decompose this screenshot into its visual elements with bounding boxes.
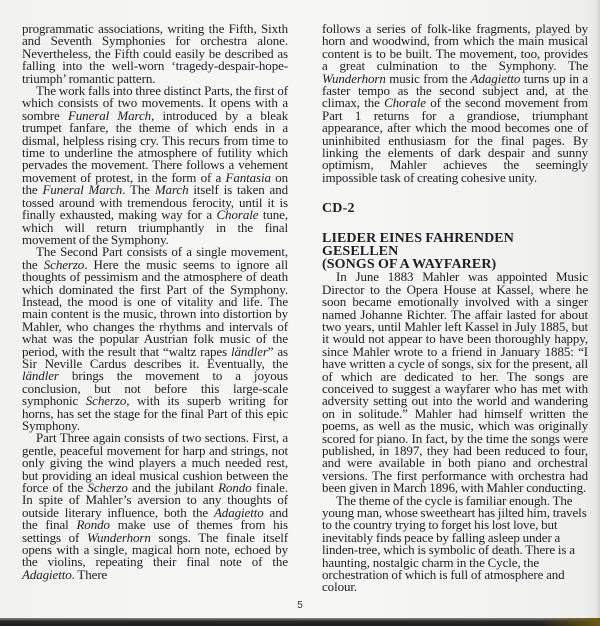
text-run: In June 1883 Mahler was appointed Music Director to the Opera House at Kassel, where he soon became emotionally involved with a singer named Johanne Richter. The affair lasted for about two years, until Mahler left Kassel in July 1885, but it would not appear to have been thoroughly happy, since Mahler wrote to a friend in January 1885: “I have written a cycle of songs, six for the present, all of which are dedicated to her. The songs are conceived to suggest a wayfarer who has met with adversity setting out into the world and wandering on in solitude.” Mahler had himself written the poems, as well as the music, which was originally scored for piano. In fact, by the time the songs were published, in 1897, they had been reduced to four, and were available in both piano and orchestral versions. The first performance with orchestra had been given in March 1896, with Mahler conducting. — [322, 269, 588, 496]
song-title-english: (SONGS OF A WAYFARER) — [322, 257, 497, 273]
text-run: and the jubilant — [127, 480, 219, 496]
page-bottom-edge — [0, 618, 600, 626]
italic-title: Funeral March — [67, 107, 152, 123]
text-run: turns up in a faster tempo as the second subject and, at the climax, the — [322, 70, 588, 111]
text-run: . There — [71, 566, 108, 582]
italic-title: Scherzo — [43, 256, 85, 272]
text-run: ” as Sir Neville Cardus describes it. Eventually, the — [22, 343, 288, 371]
right-column — [322, 23, 588, 594]
paragraph — [22, 246, 288, 432]
paragraph — [322, 271, 588, 494]
italic-title: Adagietto — [470, 70, 521, 86]
right-body-text — [322, 271, 588, 594]
text-run: The work falls into three distinct Parts, the first of which consists of two movements. It opens with a sombre — [22, 83, 288, 123]
right-intro-text — [322, 23, 588, 184]
text-run: . Here the music seems to ignore all thoughts of pessimism and the atmosphere of death which dominated the first Part of the Symphony. Instead, the mood is one of vitality and life. The main content is the music, thrown into distortion by Mahler, who changes the rhythms and intervals of what was the popular Austrian folk music of the period, with the result that “waltz rapes — [22, 256, 288, 359]
page-number: 5 — [297, 599, 303, 611]
italic-title: ländler — [22, 368, 59, 384]
italic-title: Fantasia — [225, 169, 271, 185]
italic-title: March — [154, 182, 189, 198]
text-run: make use of themes from his settings of — [22, 517, 288, 545]
text-run: of the second movement from Part 1 returns for a grandiose, triumphant appearance, after which the mood becomes one of uninhibited enthusiasm for the final pages. By linking the elements of dark despair and sunny optimism, Mahler achieves the seemingly impossible task of creating cohesive unity. — [322, 95, 588, 185]
italic-title: Scherzo — [85, 393, 127, 409]
text-run: programmatic associations, writing the Fifth, Sixth and Seventh Symphonies for orchestra alone. Nevertheless, the Fifth could easily be described as falling into the well-worn ‘tragedy-despair-hope-triumph’ romantic pattern. — [22, 21, 288, 86]
text-run: follows a series of folk-like fragments, played by horn and woodwind, from which the main musical content is to be built. The movement, too, provides a great culmination to the Symphony. The — [322, 21, 588, 74]
italic-title: Rondo — [76, 517, 110, 533]
paragraph — [322, 23, 588, 184]
text-run: and the final — [22, 504, 288, 533]
italic-title: Adagietto — [213, 504, 264, 520]
italic-title: Scherzo — [87, 480, 128, 496]
song-title-heading — [322, 232, 588, 271]
song-title-german: LIEDER EINES FAHRENDEN GESELLEN — [322, 231, 514, 260]
two-column-layout — [0, 23, 600, 594]
italic-title: ländler — [230, 343, 268, 359]
text-run: . The — [122, 182, 155, 198]
italic-title: Chorale — [216, 207, 259, 223]
italic-title: Chorale — [384, 95, 426, 111]
left-column — [22, 23, 288, 594]
paragraph — [22, 23, 288, 85]
cd-heading: CD-2 — [322, 201, 355, 217]
paragraph — [322, 492, 588, 595]
text-run: The Second Part consists of a single movement, the — [22, 244, 288, 272]
text-run: tune, which will return triumphantly in the final movement of the Symphony. — [22, 207, 288, 247]
text-run: Part Three again consists of two sections. First, a gentle, peaceful movement for harp and strings, not only giving the wind players a much needed rest, but providing an ideal musical cushion between the force of the — [22, 430, 288, 496]
text-run: music from the — [385, 70, 471, 86]
italic-title: Rondo — [218, 480, 252, 496]
paragraph — [22, 432, 288, 581]
text-run: finale. In spite of Mahler’s aversion to any thoughts of outside literary influence, both the — [22, 480, 289, 520]
text-run: , introduced by a bleak trumpet fanfare, the theme of which ends in a dismal, helpless rising cry. This recurs from time to time to underline the atmosphere of futility which pervades the movement. There follows a vehement movement of protest, in the form of a — [22, 107, 288, 185]
italic-title: Wunderhorn — [322, 70, 386, 86]
text-run: on the — [22, 169, 289, 198]
italic-title: Adagietto — [22, 566, 72, 582]
italic-title: Funeral March — [42, 182, 123, 198]
italic-title: Wunderhorn — [87, 529, 151, 545]
text-run: brings the movement to a joyous conclusion, but not before this large-scale symphonic — [22, 368, 288, 409]
text-run: , with its superb writing for horns, has set the stage for the final Part of this epic Symphony. — [22, 393, 288, 433]
text-run: songs. The finale itself opens with a single, magical horn note, echoed by the violins, repeating their final note of the — [22, 529, 288, 570]
text-run: The theme of the cycle is familiar enough. The young man, whose sweetheart has jilted him, travels to the country trying to forget his lost love, but inevitably finds peace by falling asleep under a linden-tree, which is symbolic of death. There is a haunting, nostalgic charm in the Cycle, the orchestration of which is full of atmosphere and colour. — [322, 492, 587, 595]
text-run: itself is taken and tossed around with tremendous ferocity, until it is finally exhausted, making way for a — [22, 182, 289, 223]
paragraph — [22, 85, 288, 246]
